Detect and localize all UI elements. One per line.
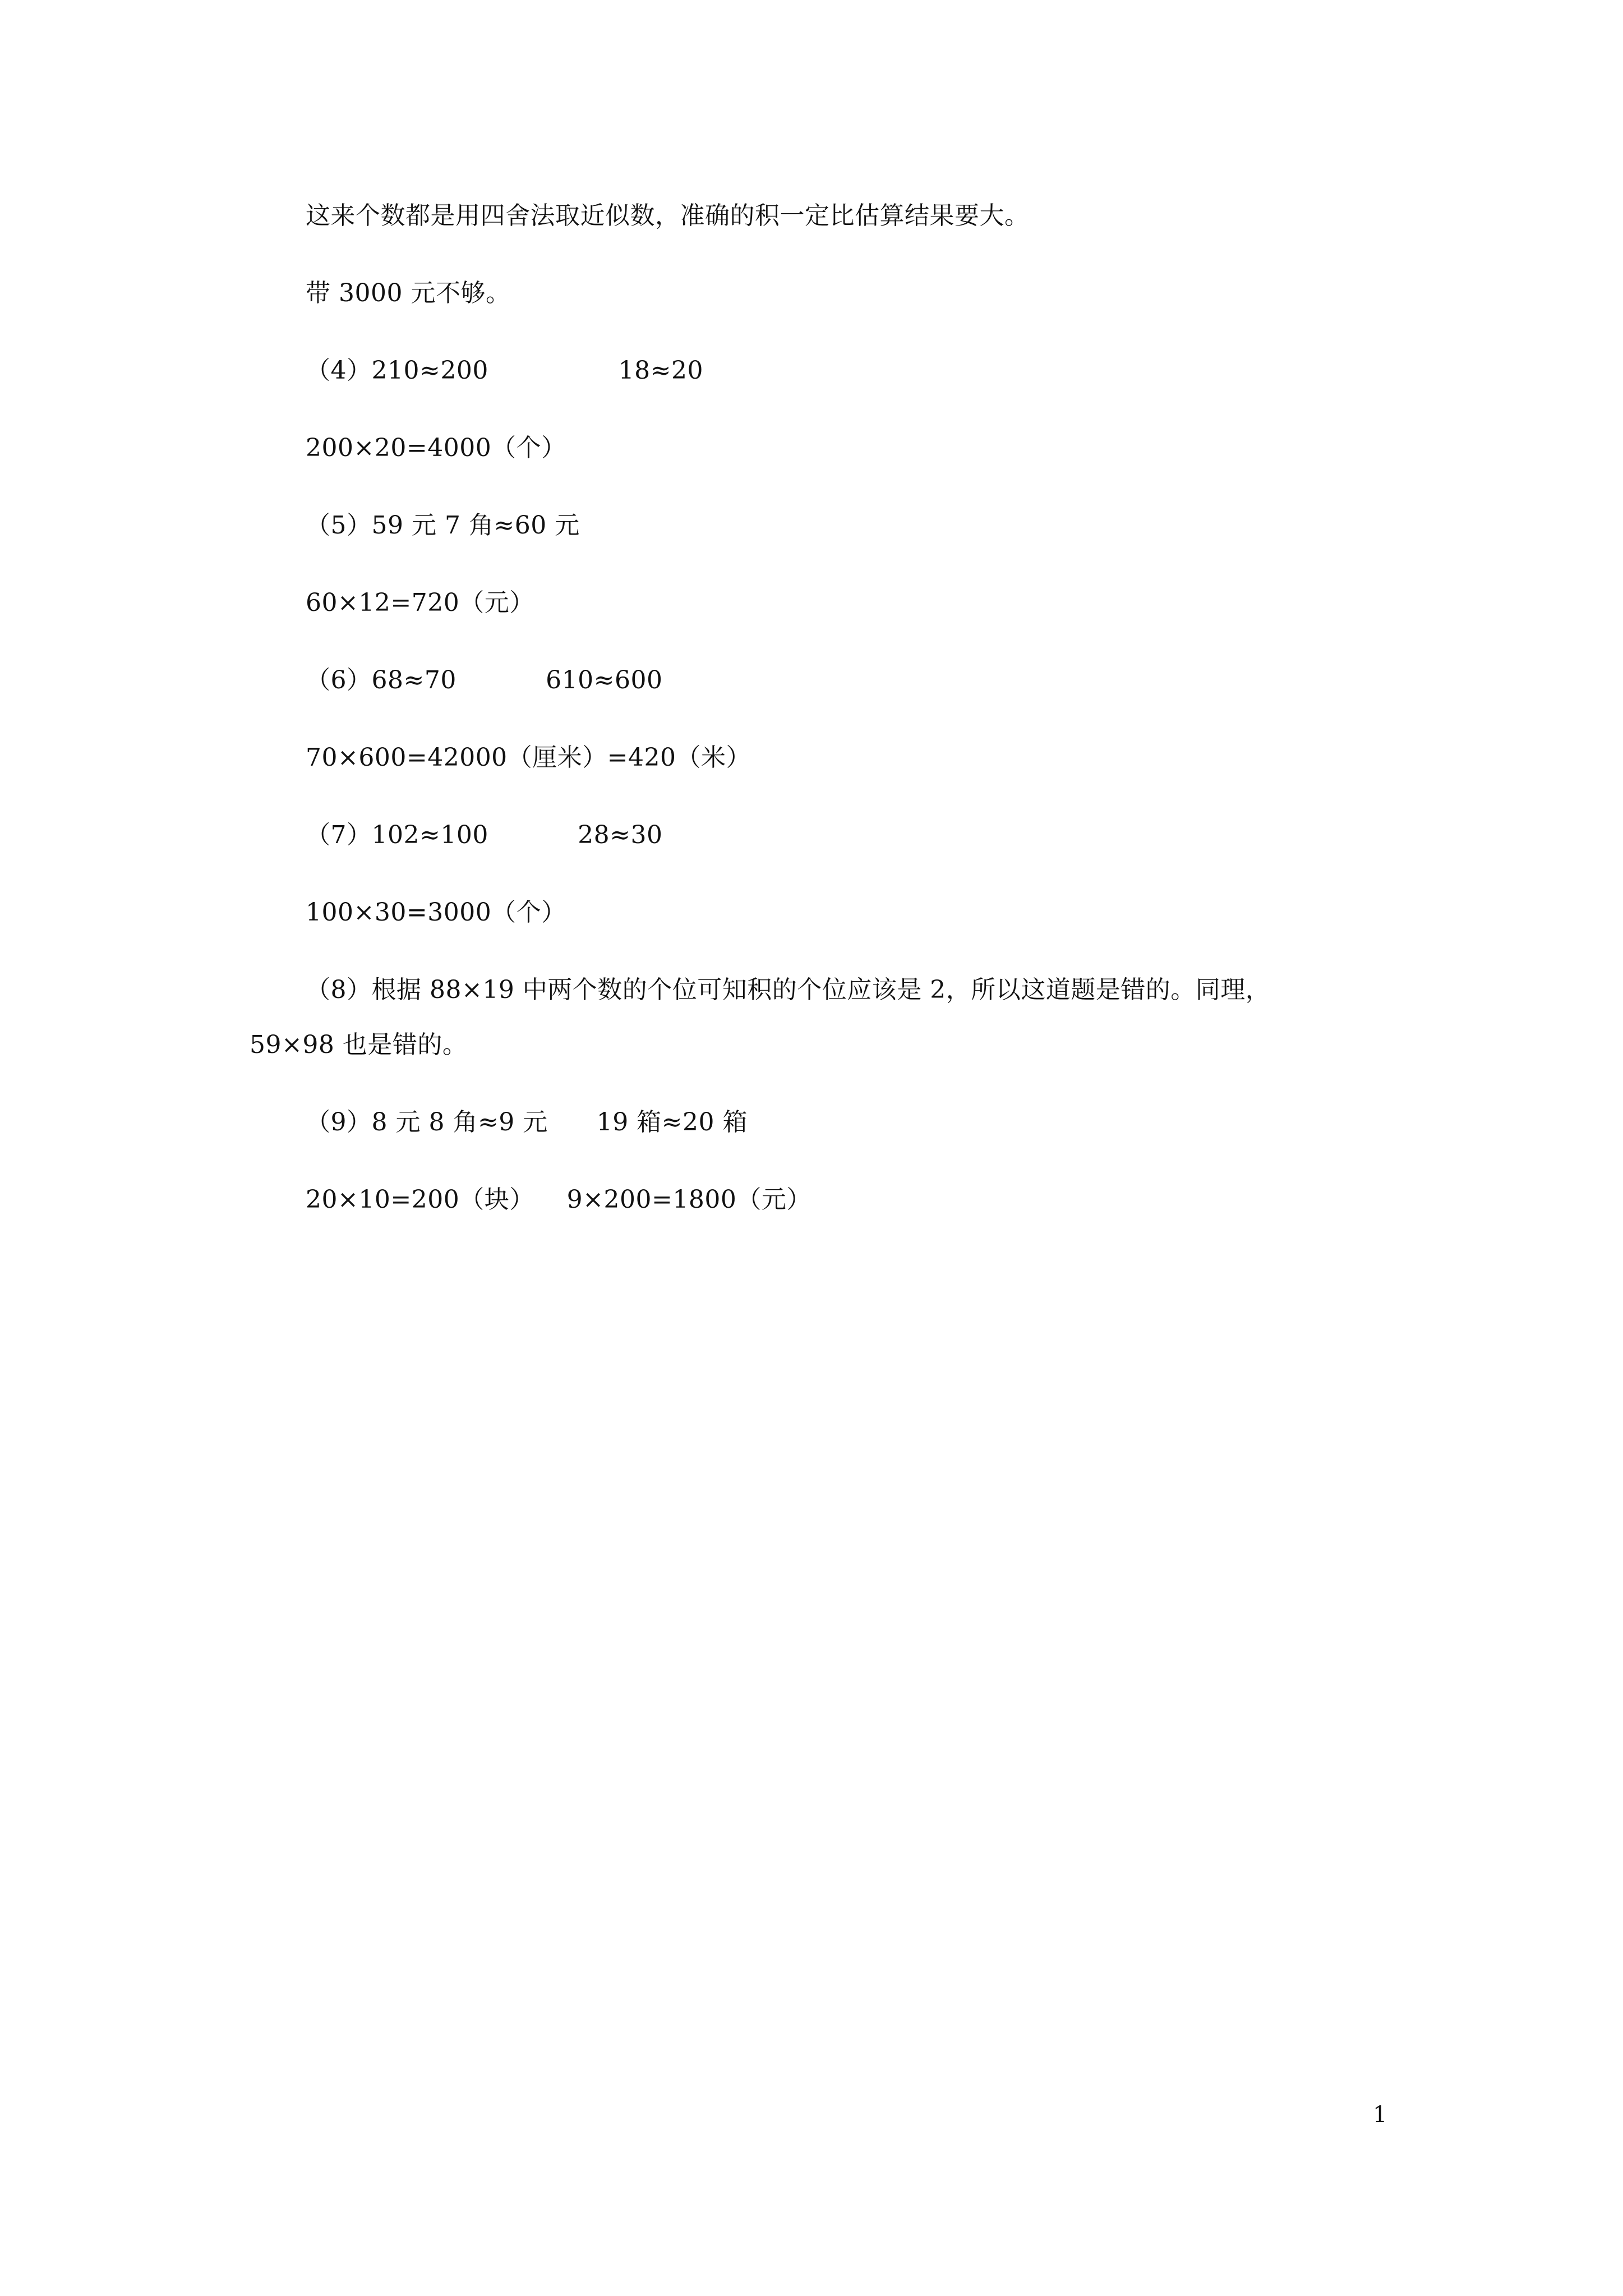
answer-9-approx: （9）8 元 8 角≈9 元 19 箱≈20 箱 xyxy=(306,1108,748,1137)
answer-4-calc: 200×20=4000（个） xyxy=(306,434,566,462)
answer-4-approx: （4）210≈200 18≈20 xyxy=(306,356,703,385)
answer-7-calc: 100×30=3000（个） xyxy=(306,898,566,927)
answer-line-1: 这来个数都是用四舍法取近似数，准确的积一定比估算结果要大。 xyxy=(306,201,1030,230)
answer-8-text: （8）根据 88×19 中两个数的个位可知积的个位应该是 2，所以这道题是错的。同理， xyxy=(306,976,1271,1004)
answer-7-approx: （7）102≈100 28≈30 xyxy=(306,821,663,849)
page-number: 1 xyxy=(1373,2102,1387,2128)
answer-8-continuation: 59×98 也是错的。 xyxy=(250,1030,468,1059)
answer-5-approx: （5）59 元 7 角≈60 元 xyxy=(306,511,580,540)
answer-9-calc: 20×10=200（块） 9×200=1800（元） xyxy=(306,1185,811,1214)
answer-5-calc: 60×12=720（元） xyxy=(306,588,534,617)
answer-6-calc: 70×600=42000（厘米）=420（米） xyxy=(306,743,751,772)
answer-line-2: 带 3000 元不够。 xyxy=(306,279,511,307)
answer-6-approx: （6）68≈70 610≈600 xyxy=(306,666,663,694)
